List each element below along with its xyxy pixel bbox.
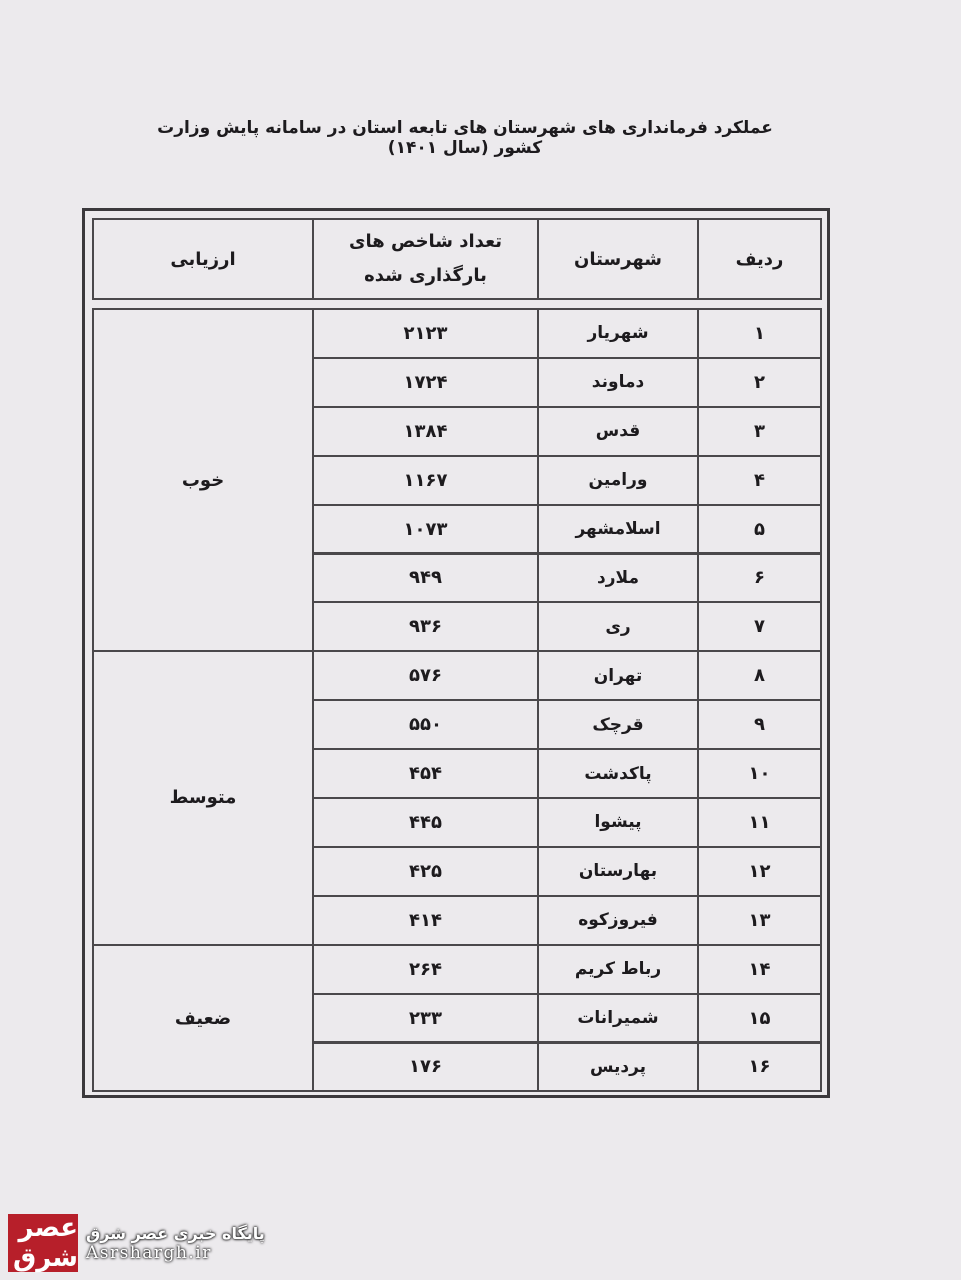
row-city-cell: رباط کریم: [537, 944, 699, 995]
row-radif-cell: ۱۳: [697, 895, 822, 946]
header-radif: ردیف: [697, 218, 822, 300]
row-city-cell: اسلامشهر: [537, 504, 699, 555]
row-count-cell: ۹۳۶: [312, 601, 539, 652]
row-city-cell: شهریار: [537, 308, 699, 359]
row-radif-cell: ۱۵: [697, 993, 822, 1044]
row-count-cell: ۲۳۳: [312, 993, 539, 1044]
row-count-cell: ۴۲۵: [312, 846, 539, 897]
watermark-site-name: پایگاه خبری عصر شرق: [86, 1223, 265, 1243]
row-radif-cell: ۷: [697, 601, 822, 652]
evaluation-group-cell: ضعیف: [92, 944, 314, 1093]
header-indicator-count-line2: بارگذاری شده: [364, 265, 487, 286]
watermark-url: Asrshargh.ir: [86, 1242, 212, 1263]
row-radif-cell: ۱۶: [697, 1042, 822, 1093]
row-radif-cell: ۹: [697, 699, 822, 750]
row-city-cell: ورامین: [537, 455, 699, 506]
page-title: عملکرد فرمانداری های شهرستان های تابعه استان در سامانه پایش وزارت کشور (سال ۱۴۰۱): [157, 118, 773, 158]
row-city-cell: قرچک: [537, 699, 699, 750]
asrshargh-logo: عصر شرق: [8, 1214, 78, 1272]
row-city-cell: شمیرانات: [537, 993, 699, 1044]
row-city-cell: ملارد: [537, 553, 699, 604]
row-city-cell: دماوند: [537, 357, 699, 408]
row-radif-cell: ۱۴: [697, 944, 822, 995]
row-count-cell: ۱۷۲۴: [312, 357, 539, 408]
row-count-cell: ۵۷۶: [312, 650, 539, 701]
row-radif-cell: ۱: [697, 308, 822, 359]
row-radif-cell: ۱۱: [697, 797, 822, 848]
row-radif-cell: ۲: [697, 357, 822, 408]
row-radif-cell: ۱۰: [697, 748, 822, 799]
row-count-cell: ۱۱۶۷: [312, 455, 539, 506]
evaluation-group-cell: خوب: [92, 308, 314, 652]
watermark: [8, 1212, 268, 1274]
row-count-cell: ۱۳۸۴: [312, 406, 539, 457]
row-count-cell: ۹۴۹: [312, 553, 539, 604]
row-count-cell: ۱۰۷۳: [312, 504, 539, 555]
row-city-cell: پردیس: [537, 1042, 699, 1093]
row-city-cell: تهران: [537, 650, 699, 701]
row-count-cell: ۲۶۴: [312, 944, 539, 995]
row-radif-cell: ۴: [697, 455, 822, 506]
row-radif-cell: ۳: [697, 406, 822, 457]
row-count-cell: ۵۵۰: [312, 699, 539, 750]
header-indicator-count-line1: تعداد شاخص های: [349, 231, 502, 252]
row-count-cell: ۲۱۲۳: [312, 308, 539, 359]
row-count-cell: ۴۵۴: [312, 748, 539, 799]
header-evaluation: ارزیابی: [92, 218, 314, 300]
row-radif-cell: ۶: [697, 553, 822, 604]
row-city-cell: بهارستان: [537, 846, 699, 897]
row-radif-cell: ۱۲: [697, 846, 822, 897]
row-city-cell: پیشوا: [537, 797, 699, 848]
row-city-cell: ری: [537, 601, 699, 652]
row-radif-cell: ۵: [697, 504, 822, 555]
row-city-cell: پاکدشت: [537, 748, 699, 799]
row-count-cell: ۴۱۴: [312, 895, 539, 946]
header-shahrestan: شهرستان: [537, 218, 699, 300]
row-count-cell: ۱۷۶: [312, 1042, 539, 1093]
row-count-cell: ۴۴۵: [312, 797, 539, 848]
evaluation-group-cell: متوسط: [92, 650, 314, 945]
header-indicator-count: [312, 218, 539, 300]
row-city-cell: قدس: [537, 406, 699, 457]
row-city-cell: فیروزکوه: [537, 895, 699, 946]
row-radif-cell: ۸: [697, 650, 822, 701]
